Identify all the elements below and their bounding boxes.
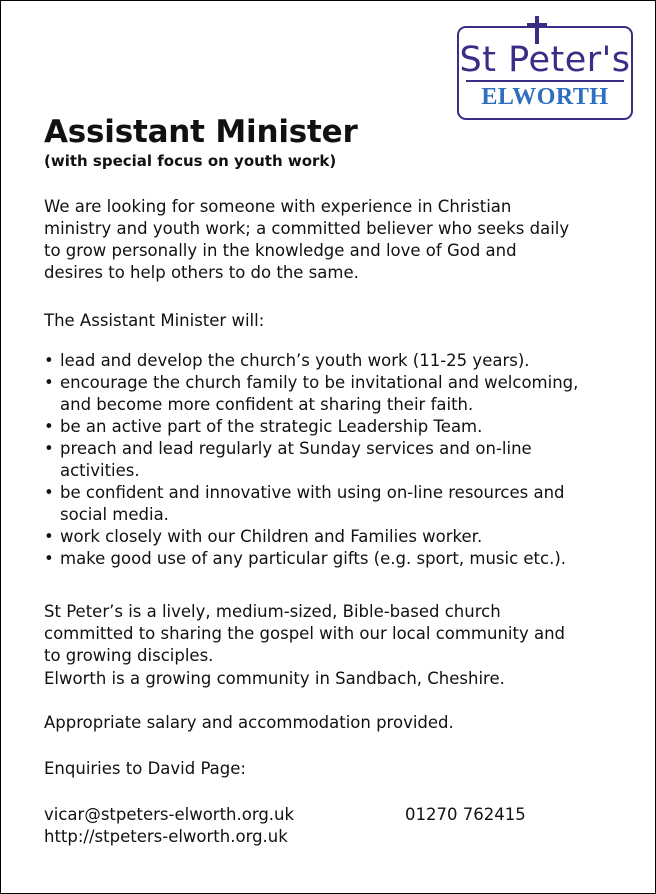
list-item-text: social media.	[60, 505, 169, 524]
page-subtitle: (with special focus on youth work)	[44, 152, 337, 170]
list-item	[44, 548, 578, 570]
list-item-text: activities.	[60, 461, 140, 480]
intro-line: ministry and youth work; a committed believer who seeks daily	[44, 219, 570, 238]
list-item-text: be confident and innovative with using on-line resources and	[60, 483, 565, 502]
intro-line: We are looking for someone with experience in Christian	[44, 197, 512, 216]
church-logo	[457, 26, 633, 120]
enquiries-text: Enquiries to David Page:	[44, 759, 246, 778]
list-item	[44, 416, 578, 438]
about-line: committed to sharing the gospel with our local community and	[44, 624, 566, 643]
list-item-text: and become more confident at sharing their faith.	[60, 395, 474, 414]
logo-divider	[466, 80, 624, 82]
responsibilities-list	[44, 350, 578, 570]
responsibilities-heading: The Assistant Minister will:	[44, 311, 265, 330]
about-line: St Peter’s is a lively, medium-sized, Bible-based church	[44, 602, 501, 621]
list-item-text: be an active part of the strategic Leadership Team.	[60, 417, 483, 436]
list-item	[44, 482, 578, 526]
contact-email[interactable]: vicar@stpeters-elworth.org.uk	[44, 805, 295, 824]
about-line: Elworth is a growing community in Sandbach, Cheshire.	[44, 669, 505, 688]
intro-line: to grow personally in the knowledge and love of God and	[44, 241, 517, 260]
list-item	[44, 526, 578, 548]
list-item-text: lead and develop the church’s youth work (11-25 years).	[60, 351, 530, 370]
list-item-text: make good use of any particular gifts (e.g. sport, music etc.).	[60, 549, 567, 568]
contact-phone: 01270 762415	[405, 805, 526, 824]
list-item	[44, 372, 578, 416]
logo-church-name: St Peter's	[459, 40, 631, 80]
list-item-text: encourage the church family to be invitational and welcoming,	[60, 373, 579, 392]
page-title: Assistant Minister	[44, 114, 358, 150]
list-item	[44, 350, 578, 372]
logo-place-name: ELWORTH	[481, 84, 609, 110]
contact-website[interactable]: http://stpeters-elworth.org.uk	[44, 827, 288, 846]
salary-text: Appropriate salary and accommodation provided.	[44, 713, 454, 732]
list-item	[44, 438, 578, 482]
intro-line: desires to help others to do the same.	[44, 263, 359, 282]
about-line: to growing disciples.	[44, 646, 214, 665]
list-item-text: preach and lead regularly at Sunday services and on-line	[60, 439, 532, 458]
list-item-text: work closely with our Children and Families worker.	[60, 527, 483, 546]
